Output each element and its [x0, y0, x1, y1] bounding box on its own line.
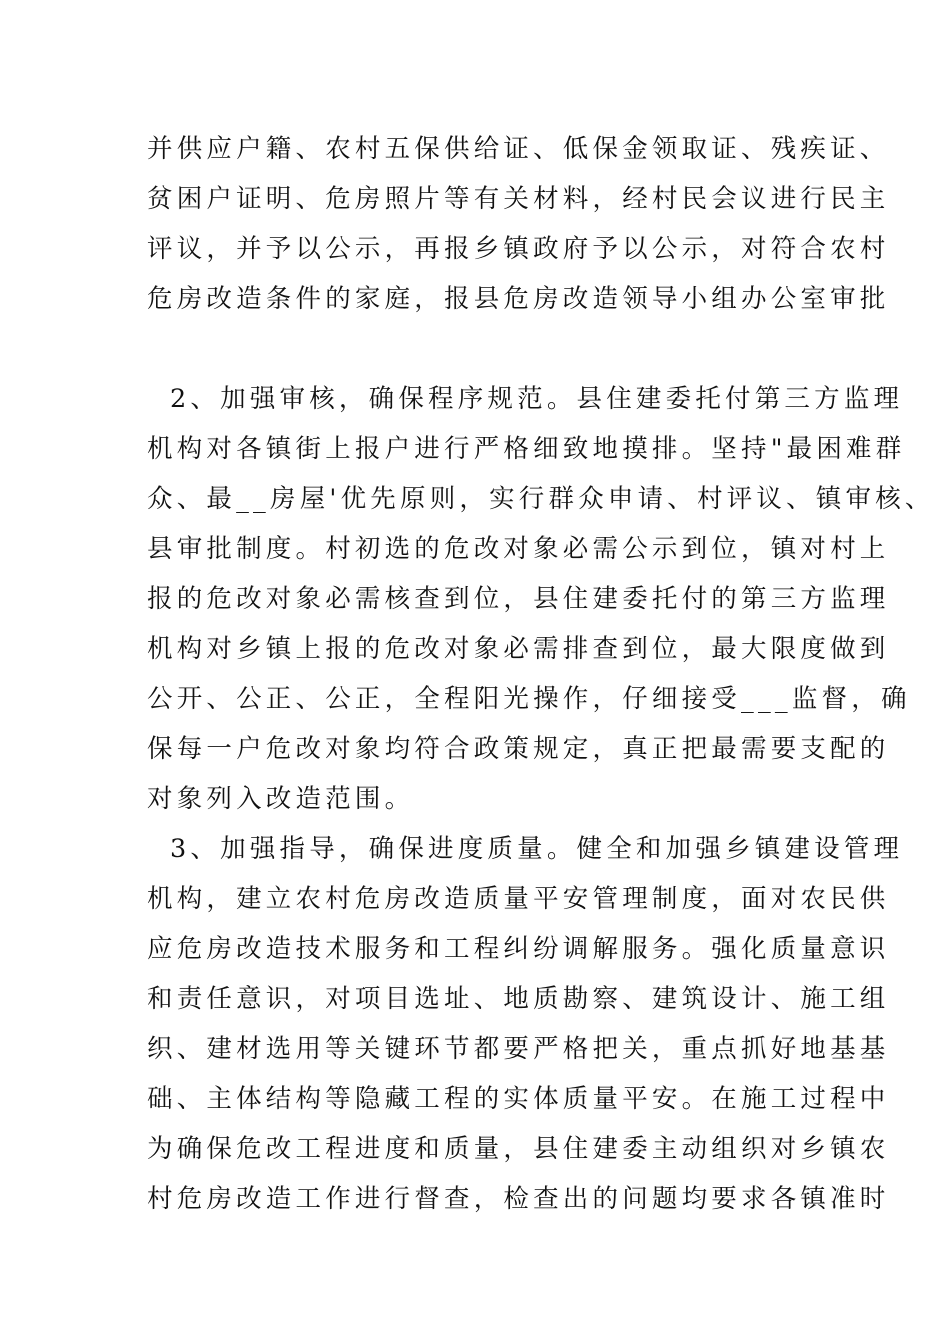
text-line-18: 织、建材选用等关键环节都要严格把关，重点抓好地基基: [147, 1034, 890, 1064]
text-line-14: 3、加强指导，确保进度质量。健全和加强乡镇建设管理: [170, 834, 904, 864]
text-line-8: 县审批制度。村初选的危改对象必需公示到位，镇对村上: [147, 534, 890, 564]
text-line-11: 公开、公正、公正，全程阳光操作，仔细接受___监督，确: [147, 684, 911, 714]
text-line-19: 础、主体结构等隐藏工程的实体质量平安。在施工过程中: [147, 1084, 890, 1114]
text-line-12: 保每一户危改对象均符合政策规定，真正把最需要支配的: [147, 734, 890, 764]
text-line-20: 为确保危改工程进度和质量，县住建委主动组织对乡镇农: [147, 1134, 890, 1164]
text-line-6: 机构对各镇街上报户进行严格细致地摸排。坚持"最困难群: [147, 434, 906, 464]
text-line-15: 机构，建立农村危房改造质量平安管理制度，面对农民供: [147, 884, 890, 914]
text-line-10: 机构对乡镇上报的危改对象必需排查到位，最大限度做到: [147, 634, 890, 664]
text-line-21: 村危房改造工作进行督查，检查出的问题均要求各镇准时: [147, 1184, 890, 1214]
text-line-17: 和责任意识，对项目选址、地质勘察、建筑设计、施工组: [147, 984, 890, 1014]
text-line-7: 众、最__房屋'优先原则，实行群众申请、村评议、镇审核、: [147, 484, 935, 514]
text-line-13: 对象列入改造范围。: [147, 784, 415, 814]
text-line-3: 评议，并予以公示，再报乡镇政府予以公示，对符合农村: [147, 234, 890, 264]
text-line-16: 应危房改造技术服务和工程纠纷调解服务。强化质量意识: [147, 934, 890, 964]
text-line-2: 贫困户证明、危房照片等有关材料，经村民会议进行民主: [147, 184, 890, 214]
text-line-5: 2、加强审核，确保程序规范。县住建委托付第三方监理: [170, 384, 904, 414]
text-line-1: 并供应户籍、农村五保供给证、低保金领取证、残疾证、: [147, 134, 890, 164]
text-line-4: 危房改造条件的家庭，报县危房改造领导小组办公室审批: [147, 284, 890, 314]
text-line-9: 报的危改对象必需核查到位，县住建委托付的第三方监理: [147, 584, 890, 614]
